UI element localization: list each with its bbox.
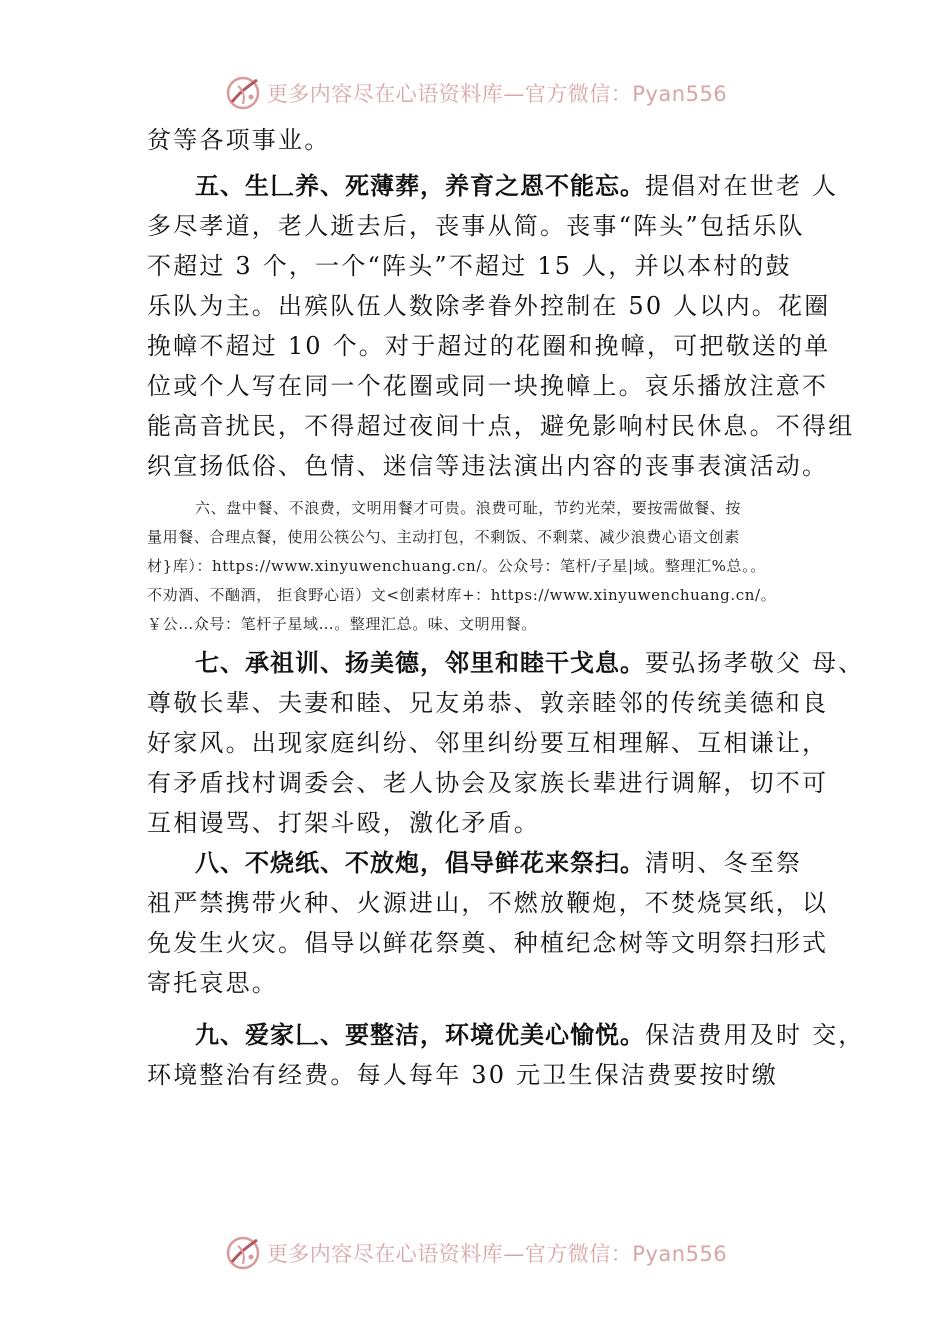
section-5-line: 能高音扰民，不得超过夜间十点，避免影响村民休息。不得组	[147, 412, 855, 440]
watermark-text: 更多内容尽在心语资料库—官方微信：Pyan556	[266, 82, 728, 106]
section-6-line: 不劝酒、不酗酒， 拒食野心语）文<创素材库+：https://www.xinyuwenchuang.cn/。	[147, 586, 777, 604]
section-9-first-line	[147, 1015, 865, 1055]
section-5-text: 提倡对在世老 人	[645, 172, 839, 200]
section-7-line: 好家风。出现家庭纠纷、邻里纠纷要互相理解、互相谦让，	[147, 729, 829, 757]
section-8-line: 寄托哀思。	[147, 969, 278, 997]
section-9-text: 保洁费用及时 交，	[645, 1021, 865, 1049]
section-6-block	[147, 494, 827, 639]
section-7-line: 互相谩骂、打架斗殴，激化矛盾。	[147, 809, 540, 837]
section-5-line: 不超过 3 个，一个“阵头”不超过 15 人，并以本村的鼓	[147, 252, 792, 280]
section-7-first-line	[147, 643, 865, 683]
section-6-line: 材}库）：https://www.xinyuwenchuang.cn/。公众号：笔杆/子星|域。整理汇%总。。	[147, 557, 766, 575]
section-8-line: 祖严禁携带火种、火源进山，不燃放鞭炮，不焚烧冥纸，以	[147, 889, 829, 917]
section-8-title: 八、不烧纸、不放炮，倡导鲜花来祭扫。	[195, 849, 645, 877]
section-8-text: 清明、冬至祭	[645, 849, 803, 877]
section-6-line: ￥公…众号：笔杆子星域…。整理汇总。味、文明用餐。	[147, 615, 538, 633]
section-5-first-line	[147, 166, 839, 206]
section-5-line: 多尽孝道，老人逝去后，丧事从简。丧事“阵头”包括乐队	[147, 212, 805, 240]
section-7-text: 要弘扬孝敬父 母、	[645, 649, 865, 677]
section-7-title: 七、承祖训、扬美德，邻里和睦干戈息。	[195, 649, 645, 677]
watermark-text: 更多内容尽在心语资料库—官方微信：Pyan556	[266, 1242, 728, 1266]
header-watermark	[0, 68, 950, 118]
section-8-first-line	[147, 843, 827, 883]
document-body	[147, 120, 865, 1095]
section-5-title: 五、生𠃊养、死薄葬，养育之恩不能忘。	[195, 172, 645, 200]
section-5-line: 位或个人写在同一个花圈或同一块挽幛上。哀乐播放注意不	[147, 372, 829, 400]
section-9-line: 环境整治有经费。每人每年 30 元卫生保洁费要按时缴	[147, 1061, 778, 1089]
flower-logo-icon	[223, 73, 263, 113]
flower-logo-icon	[223, 1233, 263, 1273]
section-9-title: 九、爱家𠃊、要整洁，环境优美心愉悦。	[195, 1021, 645, 1049]
section-5-line: 织宣扬低俗、色情、迷信等违法演出内容的丧事表演活动。	[147, 452, 829, 480]
section-7-line: 有矛盾找村调委会、老人协会及家族长辈进行调解，切不可	[147, 769, 829, 797]
intro-line: 贫等各项事业。	[147, 126, 331, 154]
section-7-line: 尊敬长辈、夫妻和睦、兄友弟恭、敦亲睦邻的传统美德和良	[147, 689, 829, 717]
footer-watermark	[0, 1228, 950, 1278]
section-5-line: 乐队为主。出殡队伍人数除孝眷外控制在 50 人以内。花圈	[147, 292, 831, 320]
section-6-line: 量用餐、合理点餐，使用公筷公勺、主动打包，不剩饭、不剩菜、减少浪费心语文创素	[147, 528, 740, 546]
section-6-line: 六、盘中餐、不浪费，文明用餐才可贵。浪费可耻，节约光荣，要按需做餐、按	[195, 499, 742, 517]
section-5-line: 挽幛不超过 10 个。对于超过的花圈和挽幛，可把敬送的单	[147, 332, 831, 360]
section-8-line: 免发生火灾。倡导以鲜花祭奠、种植纪念树等文明祭扫形式	[147, 929, 829, 957]
